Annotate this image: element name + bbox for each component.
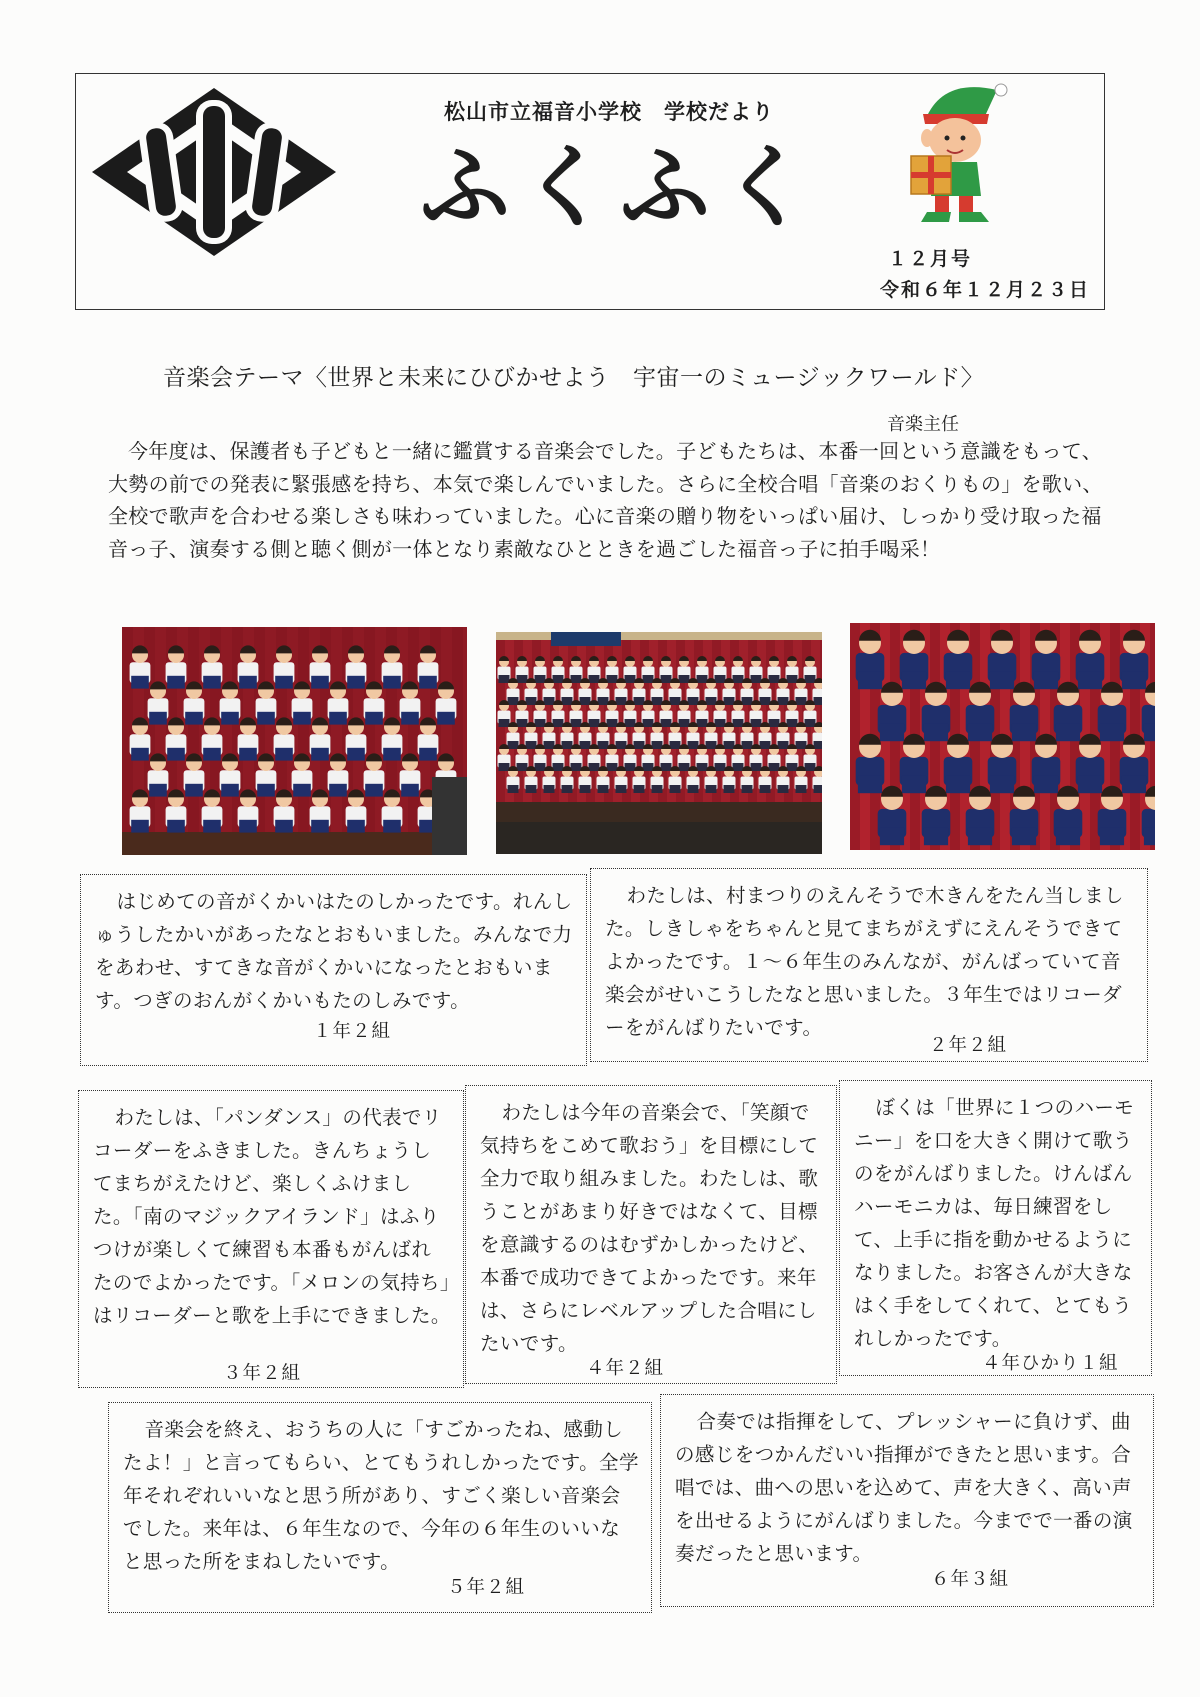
student-figure xyxy=(786,700,799,727)
student-figure xyxy=(615,722,628,749)
student-figure xyxy=(669,722,682,749)
student-figure xyxy=(148,681,169,724)
student-figure xyxy=(696,656,709,683)
student-figure xyxy=(534,700,547,727)
student-figure xyxy=(220,681,241,724)
student-figure xyxy=(256,753,277,796)
student-figure xyxy=(310,645,331,688)
comment-text: ぼくは「世界に１つのハーモニー」を口を大きく開けて歌うのをがんばりました。けんばんハーモニカは、毎日練習をして、上手に指を動かせるようになりました。お客さんが大きなはく手をしてくれて、とてもうれしかったです。 xyxy=(854,1096,1135,1350)
student-figure xyxy=(166,645,187,688)
comment-text: わたしは、村まつりのえんそうで木きんをたん当しました。しきしゃをちゃんと見てまちがえずにえんそうできてよかったです。１～６年生のみんなが、がんばっていて音楽会がせいこうしたなと思いました。３年生ではリコーダーをがんばりたいです。 xyxy=(605,884,1124,1039)
comment-box-grade4-hikari xyxy=(839,1080,1152,1376)
newsletter-title: ふくふく xyxy=(420,135,820,240)
student-figure xyxy=(669,766,682,793)
student-figure xyxy=(723,678,736,705)
student-figure xyxy=(856,734,885,793)
student-figure xyxy=(723,722,736,749)
article-body: 今年度は、保護者も子どもと一緒に鑑賞する音楽会でした。子どもたちは、本番一回という意識をもって、大勢の前での発表に緊張感を持ち、本気で楽しんでいました。さらに全校合唱「音楽のおくりもの」を歌い、全校で歌声を合わせる楽しさも味わっていました。心に音楽の贈り物をいっぱい届け、しっかり受け取った福音っ子、演奏する側と聴く側が一体となり素敵なひとときを過ごした福音っ子に拍手喝采！ xyxy=(108,439,1103,561)
student-figure xyxy=(238,789,259,832)
student-figure xyxy=(687,722,700,749)
student-figure xyxy=(988,630,1017,689)
student-figure xyxy=(364,753,385,796)
student-figure xyxy=(292,681,313,724)
student-figure xyxy=(804,744,817,771)
student-figure xyxy=(543,766,556,793)
student-figure xyxy=(561,766,574,793)
student-figure xyxy=(184,753,205,796)
student-figure xyxy=(786,744,799,771)
student-figure xyxy=(944,734,973,793)
school-logo-icon xyxy=(86,82,342,262)
student-figure xyxy=(1054,682,1083,741)
comment-class-label: ６年３組 xyxy=(931,1569,1010,1590)
student-figure xyxy=(660,700,673,727)
student-figure xyxy=(777,722,790,749)
student-figure xyxy=(525,722,538,749)
student-figure xyxy=(642,700,655,727)
student-figure xyxy=(714,656,727,683)
student-figure xyxy=(922,682,951,741)
student-figure xyxy=(714,744,727,771)
photo-upper-grade-recorder-performance xyxy=(850,623,1155,850)
student-figure xyxy=(678,656,691,683)
student-figure xyxy=(777,766,790,793)
student-figure xyxy=(660,744,673,771)
comment-class-label: ５年２組 xyxy=(447,1577,526,1598)
student-figure xyxy=(328,681,349,724)
student-figure xyxy=(579,722,592,749)
student-figure xyxy=(624,656,637,683)
student-figure xyxy=(382,789,403,832)
student-figure xyxy=(900,630,929,689)
student-figure xyxy=(552,656,565,683)
student-figure xyxy=(525,766,538,793)
student-figure xyxy=(878,786,907,845)
student-figure xyxy=(804,656,817,683)
student-figure xyxy=(750,656,763,683)
student-figure xyxy=(579,678,592,705)
student-figure xyxy=(516,656,529,683)
student-figure xyxy=(130,789,151,832)
student-figure xyxy=(543,722,556,749)
student-figure xyxy=(759,722,772,749)
student-figure xyxy=(1120,734,1149,793)
comment-class-label: ４年２組 xyxy=(586,1358,665,1379)
student-figure xyxy=(202,789,223,832)
student-figure xyxy=(516,700,529,727)
student-figure xyxy=(615,678,628,705)
student-figure xyxy=(633,678,646,705)
student-figure xyxy=(750,744,763,771)
student-figure xyxy=(624,744,637,771)
student-figure xyxy=(768,744,781,771)
student-figure xyxy=(238,645,259,688)
student-figure xyxy=(184,681,205,724)
comment-text: わたしは、「パンダンス」の代表でリコーダーをふきました。きんちょうしてまちがえたけど、楽しくふけました。「南のマジックアイランド」はふりつけが楽しくて練習も本番もがんばれたのでよかったです。「メロンの気持ち」はリコーダーと歌を上手にできました。 xyxy=(93,1106,451,1327)
student-figure xyxy=(570,744,583,771)
student-figure xyxy=(543,678,556,705)
student-figure xyxy=(130,645,151,688)
student-figure xyxy=(633,722,646,749)
student-figure xyxy=(900,734,929,793)
student-figure xyxy=(759,766,772,793)
student-figure xyxy=(988,734,1017,793)
student-figure xyxy=(498,744,511,771)
student-figure xyxy=(597,722,610,749)
student-figure xyxy=(498,656,511,683)
student-figure xyxy=(732,744,745,771)
student-figure xyxy=(606,700,619,727)
student-figure xyxy=(382,645,403,688)
comment-text: わたしは今年の音楽会で、「笑顔で気持ちをこめて歌おう」を目標にして全力で取り組みました。わたしは、歌うことがあまり好きではなくて、目標を意識するのはむずかしかったけど、本番で成功できてよかったです。来年は、さらにレベルアップした合唱にしたいです。 xyxy=(480,1101,819,1355)
student-figure xyxy=(777,678,790,705)
student-figure xyxy=(166,789,187,832)
photo-3-svg xyxy=(850,623,1155,850)
student-figure xyxy=(795,722,808,749)
student-figure xyxy=(759,678,772,705)
student-figure xyxy=(795,678,808,705)
student-figure xyxy=(1120,630,1149,689)
student-figure xyxy=(1032,630,1061,689)
student-figure xyxy=(274,645,295,688)
student-figure xyxy=(944,630,973,689)
student-figure xyxy=(696,700,709,727)
comment-box-grade1 xyxy=(80,874,587,1066)
student-figure xyxy=(1010,682,1039,741)
student-figure xyxy=(966,786,995,845)
student-figure xyxy=(1098,682,1127,741)
student-figure xyxy=(256,681,277,724)
student-figure xyxy=(966,682,995,741)
student-figure xyxy=(418,717,439,760)
photo-1-svg xyxy=(122,627,467,855)
student-figure xyxy=(642,656,655,683)
student-figure xyxy=(346,645,367,688)
student-figure xyxy=(588,700,601,727)
student-figure xyxy=(498,700,511,727)
comment-box-grade5 xyxy=(108,1402,652,1613)
student-figure xyxy=(786,656,799,683)
student-figure xyxy=(570,700,583,727)
student-figure xyxy=(597,678,610,705)
student-figure xyxy=(346,717,367,760)
student-figure xyxy=(606,656,619,683)
student-figure xyxy=(878,682,907,741)
photo-1st-grade-recorder-performance xyxy=(122,627,467,855)
student-figure xyxy=(588,656,601,683)
student-figure xyxy=(1098,786,1127,845)
student-figure xyxy=(696,744,709,771)
student-figure xyxy=(418,645,439,688)
student-figure xyxy=(561,678,574,705)
student-figure xyxy=(310,717,331,760)
student-figure xyxy=(732,700,745,727)
student-figure xyxy=(606,744,619,771)
concert-theme-heading: 音楽会テーマ〈世界と未来にひびかせよう 宇宙一のミュージックワールド〉 xyxy=(163,365,985,391)
comment-box-grade4 xyxy=(465,1085,837,1384)
student-figure xyxy=(400,681,421,724)
student-figure xyxy=(148,753,169,796)
student-figure xyxy=(436,681,457,724)
student-figure xyxy=(651,678,664,705)
student-figure xyxy=(642,744,655,771)
student-figure xyxy=(516,744,529,771)
school-name: 松山市立福音小学校 学校だより xyxy=(444,100,774,124)
student-figure xyxy=(660,656,673,683)
student-figure xyxy=(714,700,727,727)
comment-box-grade2 xyxy=(590,868,1148,1062)
student-figure xyxy=(292,753,313,796)
student-figure xyxy=(1076,630,1105,689)
student-figure xyxy=(633,766,646,793)
student-figure xyxy=(346,789,367,832)
student-figure xyxy=(1010,786,1039,845)
photo-choir-on-stage xyxy=(496,632,822,854)
student-figure xyxy=(1076,734,1105,793)
student-figure xyxy=(507,722,520,749)
comment-class-label: ４年ひかり１組 xyxy=(982,1353,1119,1374)
christmas-elf-icon xyxy=(905,76,1020,228)
student-figure xyxy=(328,753,349,796)
student-figure xyxy=(687,766,700,793)
student-figure xyxy=(651,766,664,793)
comment-text: はじめての音がくかいはたのしかったです。れんしゅうしたかいがあったなとおもいました。みんなで力をあわせ、すてきな音がくかいになったとおもいます。つぎのおんがくかいもたのしみです。 xyxy=(95,890,573,1012)
student-figure xyxy=(705,766,718,793)
student-figure xyxy=(856,630,885,689)
student-figure xyxy=(382,717,403,760)
comment-text: 音楽会を終え、おうちの人に「すごかったね、感動したよ！」と言ってもらい、とてもうれしかったです。全学年それぞれいいなと思う所があり、すごく楽しい音楽会でした。来年は、６年生なので、今年の６年生のいいなと思った所をまねしたいです。 xyxy=(123,1418,639,1573)
student-figure xyxy=(678,744,691,771)
student-figure xyxy=(768,656,781,683)
student-figure xyxy=(705,722,718,749)
comment-box-grade3 xyxy=(78,1090,464,1388)
student-figure xyxy=(310,789,331,832)
student-figure xyxy=(588,744,601,771)
student-figure xyxy=(1032,734,1061,793)
student-figure xyxy=(525,678,538,705)
student-figure xyxy=(579,766,592,793)
student-figure xyxy=(570,656,583,683)
student-figure xyxy=(220,753,241,796)
student-figure xyxy=(705,678,718,705)
student-figure xyxy=(678,700,691,727)
student-figure xyxy=(507,678,520,705)
issue-date: 令和６年１２月２３日 xyxy=(880,279,1091,301)
student-figure xyxy=(768,700,781,727)
student-figure xyxy=(238,717,259,760)
student-figure xyxy=(687,678,700,705)
student-figure xyxy=(202,645,223,688)
student-figure xyxy=(274,717,295,760)
article-author: 音楽主任 xyxy=(887,414,959,435)
student-figure xyxy=(795,766,808,793)
student-figure xyxy=(400,753,421,796)
student-figure xyxy=(552,744,565,771)
comment-text: 合奏では指揮をして、プレッシャーに負けず、曲の感じをつかんだいい指揮ができたと思います。合唱では、曲への思いを込めて、声を大きく、高い声を出せるようにがんばりました。今までで一番の演奏だったと思います。 xyxy=(675,1410,1133,1565)
student-figure xyxy=(741,678,754,705)
student-figure xyxy=(507,766,520,793)
student-figure xyxy=(534,656,547,683)
issue-label: １２月号 xyxy=(888,248,973,270)
comment-class-label: ３年２組 xyxy=(223,1363,302,1384)
student-figure xyxy=(202,717,223,760)
student-figure xyxy=(651,722,664,749)
comment-class-label: ２年２組 xyxy=(929,1035,1008,1056)
student-figure xyxy=(552,700,565,727)
student-figure xyxy=(741,766,754,793)
comment-class-label: １年２組 xyxy=(313,1021,392,1042)
student-figure xyxy=(741,722,754,749)
student-figure xyxy=(750,700,763,727)
student-figure xyxy=(364,681,385,724)
student-figure xyxy=(130,717,151,760)
student-figure xyxy=(804,700,817,727)
student-figure xyxy=(624,700,637,727)
student-figure xyxy=(166,717,187,760)
student-figure xyxy=(597,766,610,793)
student-figure xyxy=(274,789,295,832)
student-figure xyxy=(669,678,682,705)
student-figure xyxy=(723,766,736,793)
student-figure xyxy=(732,656,745,683)
student-figure xyxy=(534,744,547,771)
student-figure xyxy=(561,722,574,749)
student-figure xyxy=(615,766,628,793)
student-figure xyxy=(922,786,951,845)
student-figure xyxy=(1054,786,1083,845)
photo-2-svg xyxy=(496,632,822,854)
comment-box-grade6 xyxy=(660,1394,1154,1607)
